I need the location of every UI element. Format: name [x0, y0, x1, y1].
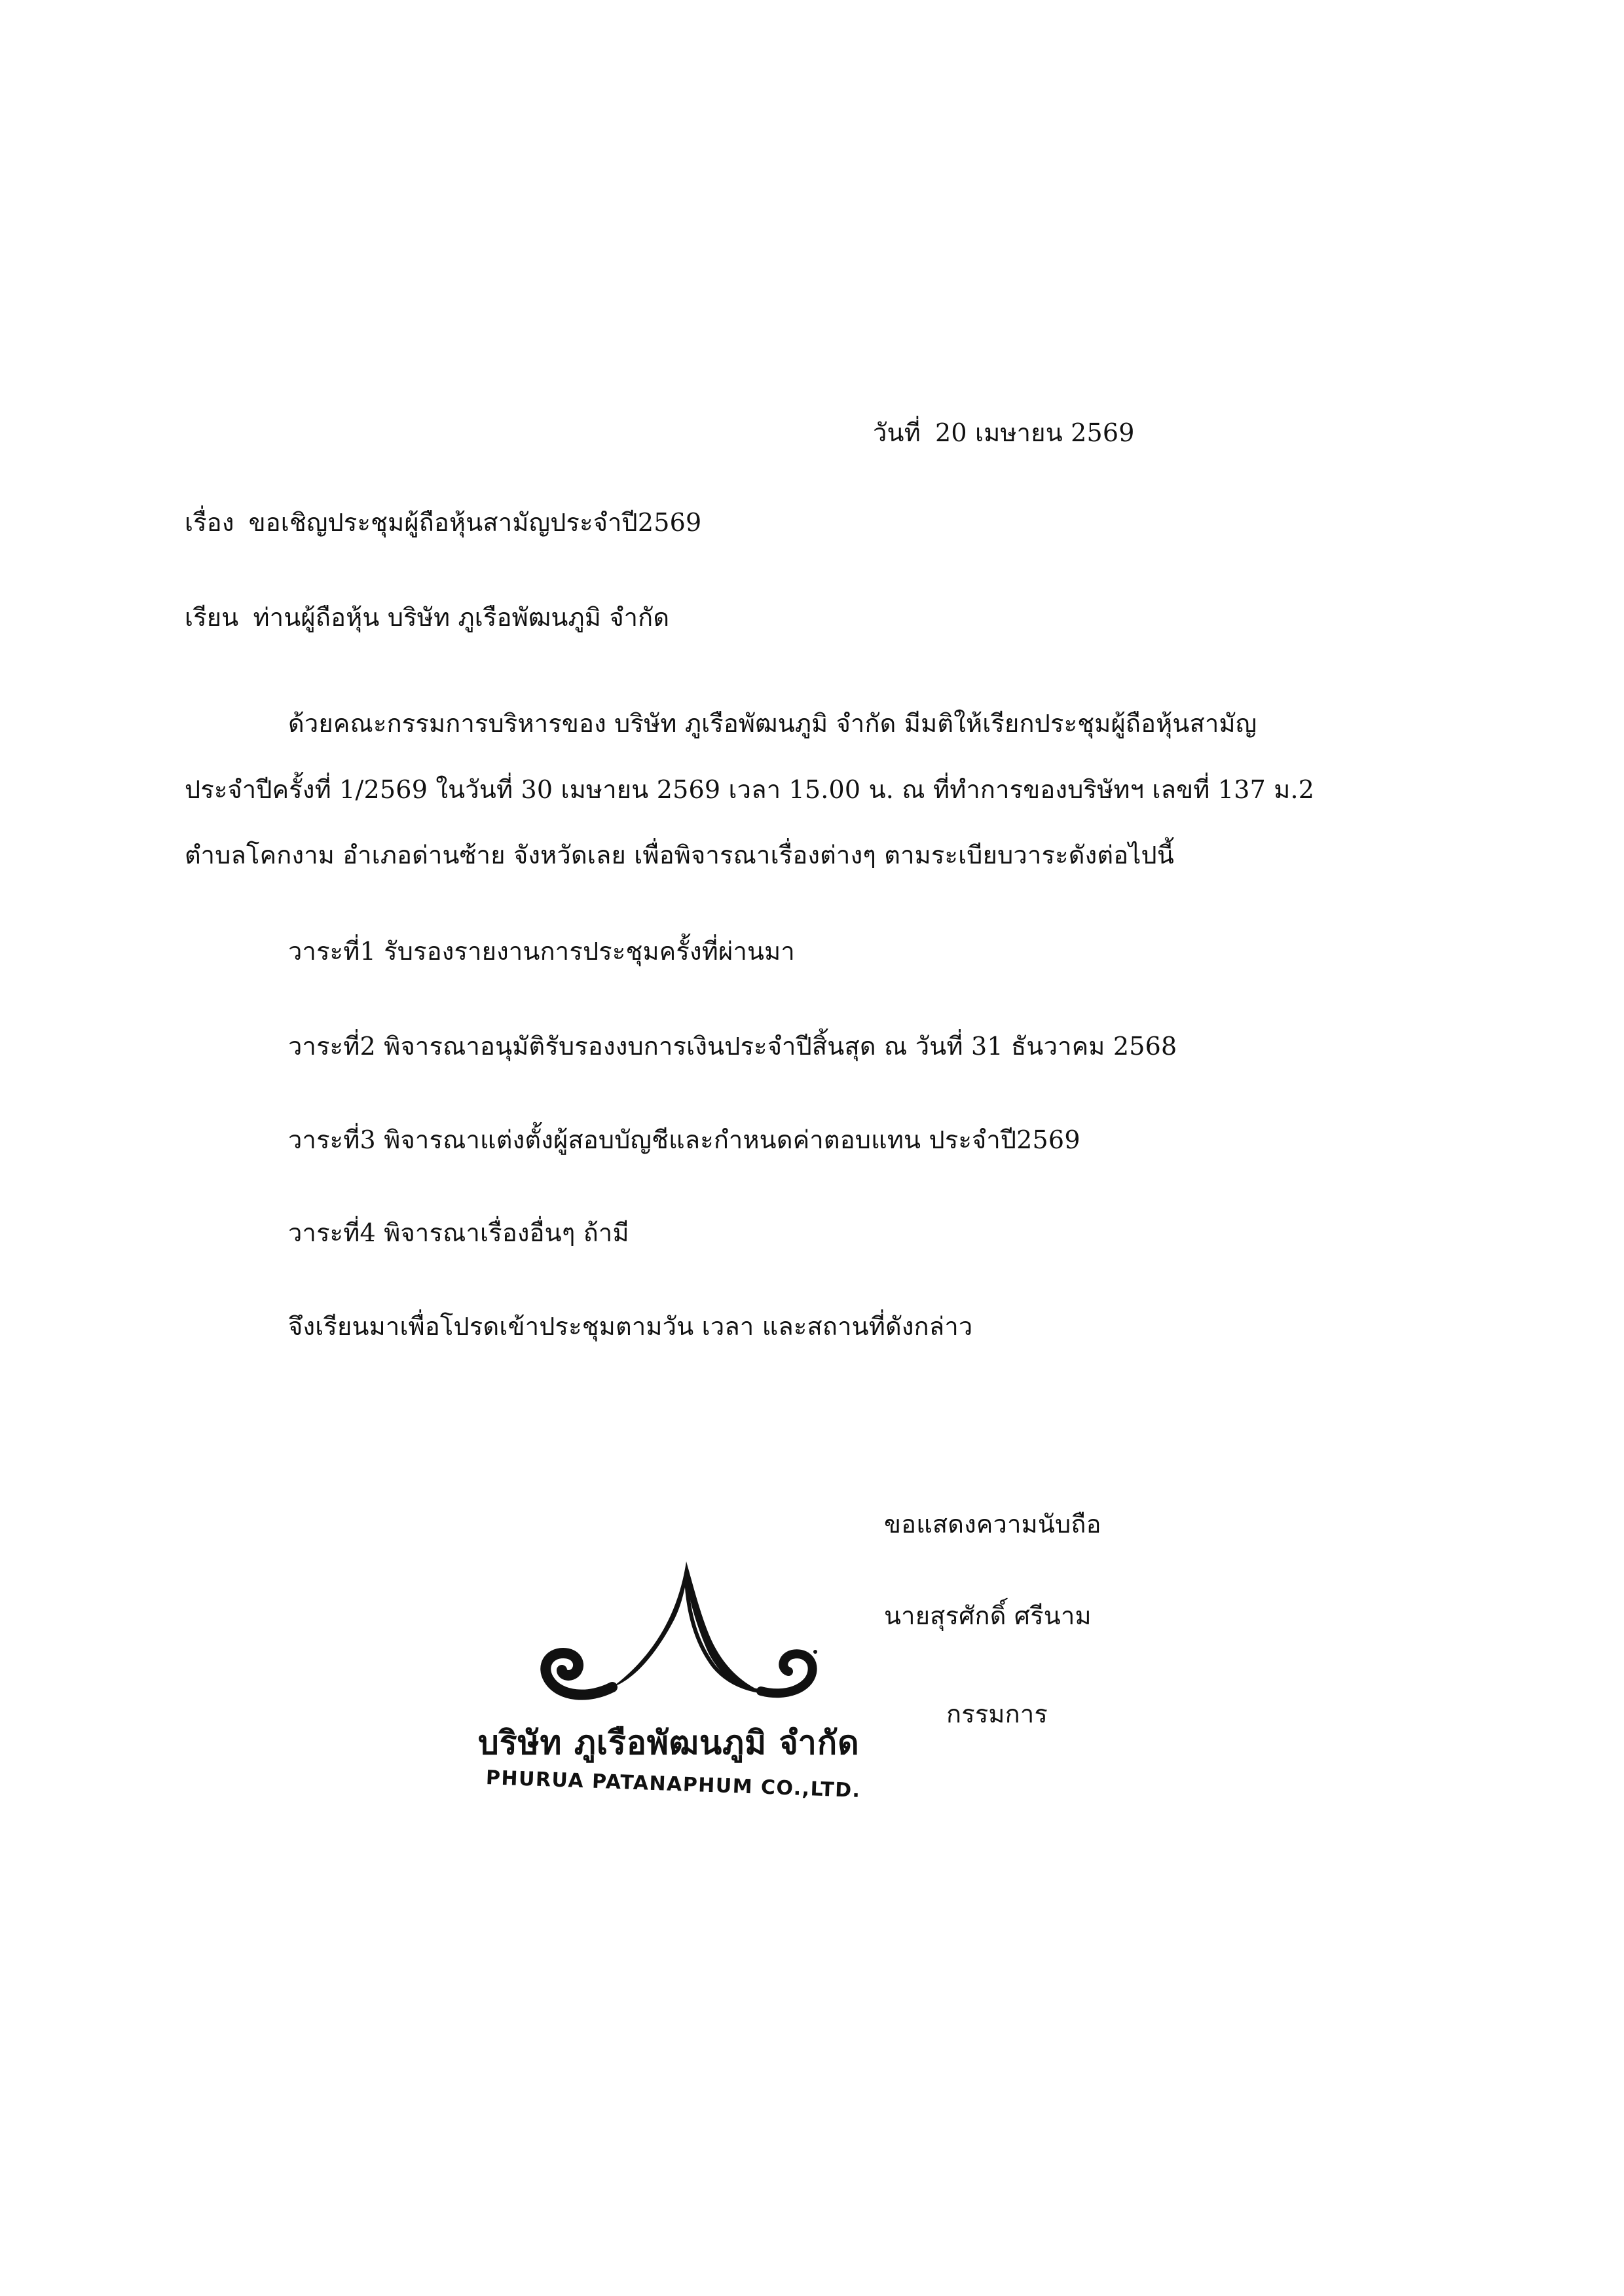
date-line [873, 418, 1135, 449]
subject-line [185, 507, 701, 539]
agenda-item-3: วาระที่3 พิจารณาแต่งตั้งผู้สอบบัญชีและกำหนดค่าตอบแทน ประจำปี2569 [288, 1125, 1080, 1154]
agenda-item-4: วาระที่4 พิจารณาเรื่องอื่นๆ ถ้ามี [288, 1218, 629, 1247]
date-label: วันที่ [873, 418, 921, 447]
roof-inner-stroke-icon [686, 1578, 760, 1691]
signer-name: นายสุรศักดิ์ ศรีนาม [884, 1601, 1092, 1630]
seal-english-name: PHURUA PATANAPHUM CO.,LTD. [485, 1766, 862, 1802]
company-seal [478, 1542, 897, 1802]
date-value: 20 เมษายน 2569 [934, 418, 1135, 447]
salutation-label: เรียน [185, 603, 239, 632]
agenda-item-1: วาระที่1 รับรองรายงานการประชุมครั้งที่ผ่านมา [288, 937, 795, 966]
agenda-item-2: วาระที่2 พิจารณาอนุมัติรับรองงบการเงินประจำปีสิ้นสุด ณ วันที่ 31 ธันวาคม 2568 [288, 1032, 1177, 1061]
left-swirl-icon [545, 1653, 612, 1695]
regards-line: ขอแสดงความนับถือ [884, 1510, 1101, 1539]
body-paragraph-line: ด้วยคณะกรรมการบริหารของ บริษัท ภูเรือพัฒนภูมิ จำกัด มีมติให้เรียกประชุมผู้ถือหุ้นสามัญ [288, 709, 1257, 738]
body-paragraph-line: ตำบลโคกงาม อำเภอด่านซ้าย จังหวัดเลย เพื่อพิจารณาเรื่องต่างๆ ตามระเบียบวาระดังต่อไปนี้ [185, 841, 1175, 869]
seal-thai-name: บริษัท ภูเรือพัฒนภูมิ จำกัด [478, 1724, 860, 1762]
body-paragraph-line: ประจำปีครั้งที่ 1/2569 ในวันที่ 30 เมษายน 2569 เวลา 15.00 น. ณ ที่ทำการของบริษัทฯ เลขที่ 137 ม.2 [185, 775, 1315, 804]
closing-line: จึงเรียนมาเพื่อโปรดเข้าประชุมตามวัน เวลา และสถานที่ดังกล่าว [288, 1312, 973, 1341]
right-swirl-icon [761, 1654, 813, 1693]
salutation-line [185, 602, 669, 634]
seal-dot-icon [813, 1650, 817, 1654]
salutation-text: ท่านผู้ถือหุ้น บริษัท ภูเรือพัฒนภูมิ จำกัด [253, 603, 670, 632]
company-logo-icon [478, 1542, 897, 1712]
subject-text: ขอเชิญประชุมผู้ถือหุ้นสามัญประจำปี2569 [248, 508, 702, 537]
subject-label: เรื่อง [185, 508, 234, 537]
signer-title: กรรมการ [946, 1700, 1048, 1728]
